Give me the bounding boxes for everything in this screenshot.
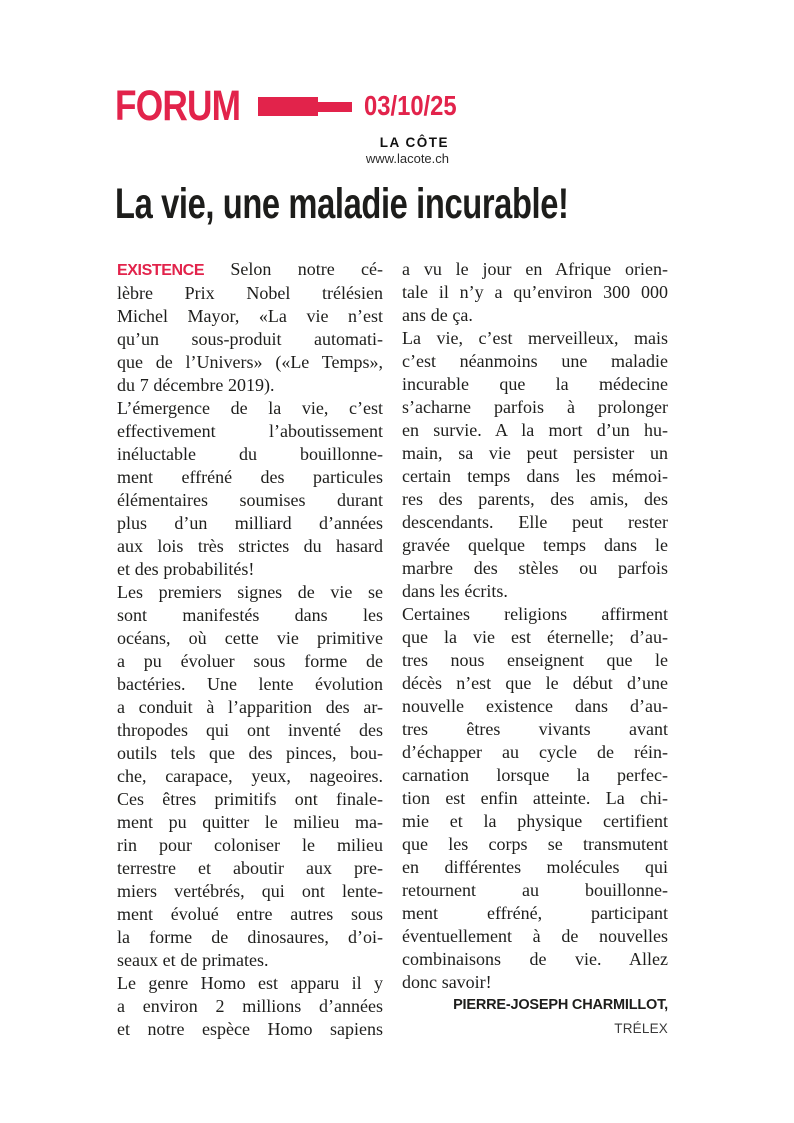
signature-block bbox=[402, 994, 668, 1040]
article-line: que les corps se transmutent bbox=[402, 834, 668, 854]
article-column-1 bbox=[117, 258, 383, 1041]
article-line: outils tels que des pinces, bou- bbox=[117, 743, 383, 763]
article-line: que la vie est éternelle; d’au- bbox=[402, 627, 668, 647]
article-line: du 7 décembre 2019). bbox=[117, 375, 275, 395]
article-body bbox=[117, 258, 668, 1041]
article-line: ment effréné, participant bbox=[402, 903, 668, 923]
article-line: incurable que la médecine bbox=[402, 374, 668, 394]
article-line: gravée quelque temps dans le bbox=[402, 535, 668, 555]
article-line: che, carapace, yeux, nageoires. bbox=[117, 766, 383, 786]
article-line: Le genre Homo est apparu il y bbox=[117, 973, 383, 993]
article-line: éventuellement à de nouvelles bbox=[402, 926, 668, 946]
article-line: main, sa vie peut persister un bbox=[402, 443, 668, 463]
article-line: certain temps dans les mémoi- bbox=[402, 466, 668, 486]
article-line: tale il n’y a qu’environ 300 000 bbox=[402, 282, 668, 302]
rule-thin-bar bbox=[318, 102, 352, 112]
article-line: nouvelle existence dans d’au- bbox=[402, 696, 668, 716]
article-line: miers vertébrés, qui ont lente- bbox=[117, 881, 383, 901]
article-line: L’émergence de la vie, c’est bbox=[117, 398, 383, 418]
article-line: mie et la physique certifient bbox=[402, 811, 668, 831]
article-line: EXISTENCE Selon notre cé- bbox=[117, 259, 383, 279]
article-line: La vie, c’est merveilleux, mais bbox=[402, 328, 668, 348]
article-line: Michel Mayor, «La vie n’est bbox=[117, 306, 383, 326]
article-line: a environ 2 millions d’années bbox=[117, 996, 383, 1016]
article-line: la forme de dinosaures, d’oi- bbox=[117, 927, 383, 947]
article-line: sont manifestés dans les bbox=[117, 605, 383, 625]
article-line: Les premiers signes de vie se bbox=[117, 582, 383, 602]
article-line: retournent au bouillonne- bbox=[402, 880, 668, 900]
article-column-2 bbox=[402, 258, 668, 1041]
article-line: combinaisons de vie. Allez bbox=[402, 949, 668, 969]
author-place: TRÉLEX bbox=[614, 1021, 668, 1036]
article-line: terrestre et aboutir aux pre- bbox=[117, 858, 383, 878]
article-line: qu’un sous-produit automati- bbox=[117, 329, 383, 349]
article-line: lèbre Prix Nobel trélésien bbox=[117, 283, 383, 303]
article-column-2-lines bbox=[402, 258, 668, 994]
article-line: descendants. Elle peut rester bbox=[402, 512, 668, 532]
article-line: ment pu quitter le milieu ma- bbox=[117, 812, 383, 832]
article-line: d’échapper au cycle de réin- bbox=[402, 742, 668, 762]
article-line: océans, où cette vie primitive bbox=[117, 628, 383, 648]
article-line: carnation lorsque la perfec- bbox=[402, 765, 668, 785]
article-line: donc savoir! bbox=[402, 972, 492, 992]
article-line: effectivement l’aboutissement bbox=[117, 421, 383, 441]
article-line: tres nous enseignent que le bbox=[402, 650, 668, 670]
article-line: en différentes molécules qui bbox=[402, 857, 668, 877]
article-line: ans de ça. bbox=[402, 305, 473, 325]
author-name: PIERRE-JOSEPH CHARMILLOT, bbox=[453, 997, 668, 1013]
headline: La vie, une maladie incurable! bbox=[115, 180, 569, 228]
article-line: rin pour coloniser le milieu bbox=[117, 835, 383, 855]
brand-block bbox=[366, 135, 449, 166]
section-title: FORUM bbox=[115, 82, 241, 130]
article-line: s’acharne parfois à prolonger bbox=[402, 397, 668, 417]
brand-name: LA CÔTE bbox=[379, 135, 449, 150]
kicker-label: EXISTENCE bbox=[117, 262, 205, 279]
article-line: a conduit à l’apparition des ar- bbox=[117, 697, 383, 717]
article-line: dans les écrits. bbox=[402, 581, 508, 601]
article-line: marbre des stèles ou parfois bbox=[402, 558, 668, 578]
article-line: et des probabilités! bbox=[117, 559, 255, 579]
article-line: res des parents, des amis, des bbox=[402, 489, 668, 509]
article-line: ment effréné des particules bbox=[117, 467, 383, 487]
article-line: décès n’est que le début d’une bbox=[402, 673, 668, 693]
article-line: plus d’un milliard d’années bbox=[117, 513, 383, 533]
article-line: ment évolué entre autres sous bbox=[117, 904, 383, 924]
article-line: c’est néanmoins une maladie bbox=[402, 351, 668, 371]
rule-thick-bar bbox=[258, 97, 318, 116]
article-line: que de l’Univers» («Le Temps», bbox=[117, 352, 383, 372]
article-line: bactéries. Une lente évolution bbox=[117, 674, 383, 694]
article-line: seaux et de primates. bbox=[117, 950, 269, 970]
article-line: a pu évoluer sous forme de bbox=[117, 651, 383, 671]
brand-website: www.lacote.ch bbox=[365, 151, 449, 166]
article-line: et notre espèce Homo sapiens bbox=[117, 1019, 383, 1039]
article-line: inéluctable du bouillonne- bbox=[117, 444, 383, 464]
article-line: a vu le jour en Afrique orien- bbox=[402, 259, 668, 279]
article-line: Ces êtres primitifs ont finale- bbox=[117, 789, 383, 809]
article-line: Certaines religions affirment bbox=[402, 604, 668, 624]
masthead-rule-icon bbox=[258, 97, 352, 116]
article-line: tion est enfin atteinte. La chi- bbox=[402, 788, 668, 808]
article-line: aux lois très strictes du hasard bbox=[117, 536, 383, 556]
article-line: thropodes qui ont inventé des bbox=[117, 720, 383, 740]
article-line: élémentaires soumises durant bbox=[117, 490, 383, 510]
article-line: tres êtres vivants avant bbox=[402, 719, 668, 739]
article-line: en survie. A la mort d’un hu- bbox=[402, 420, 668, 440]
edition-date: 03/10/25 bbox=[364, 90, 457, 121]
